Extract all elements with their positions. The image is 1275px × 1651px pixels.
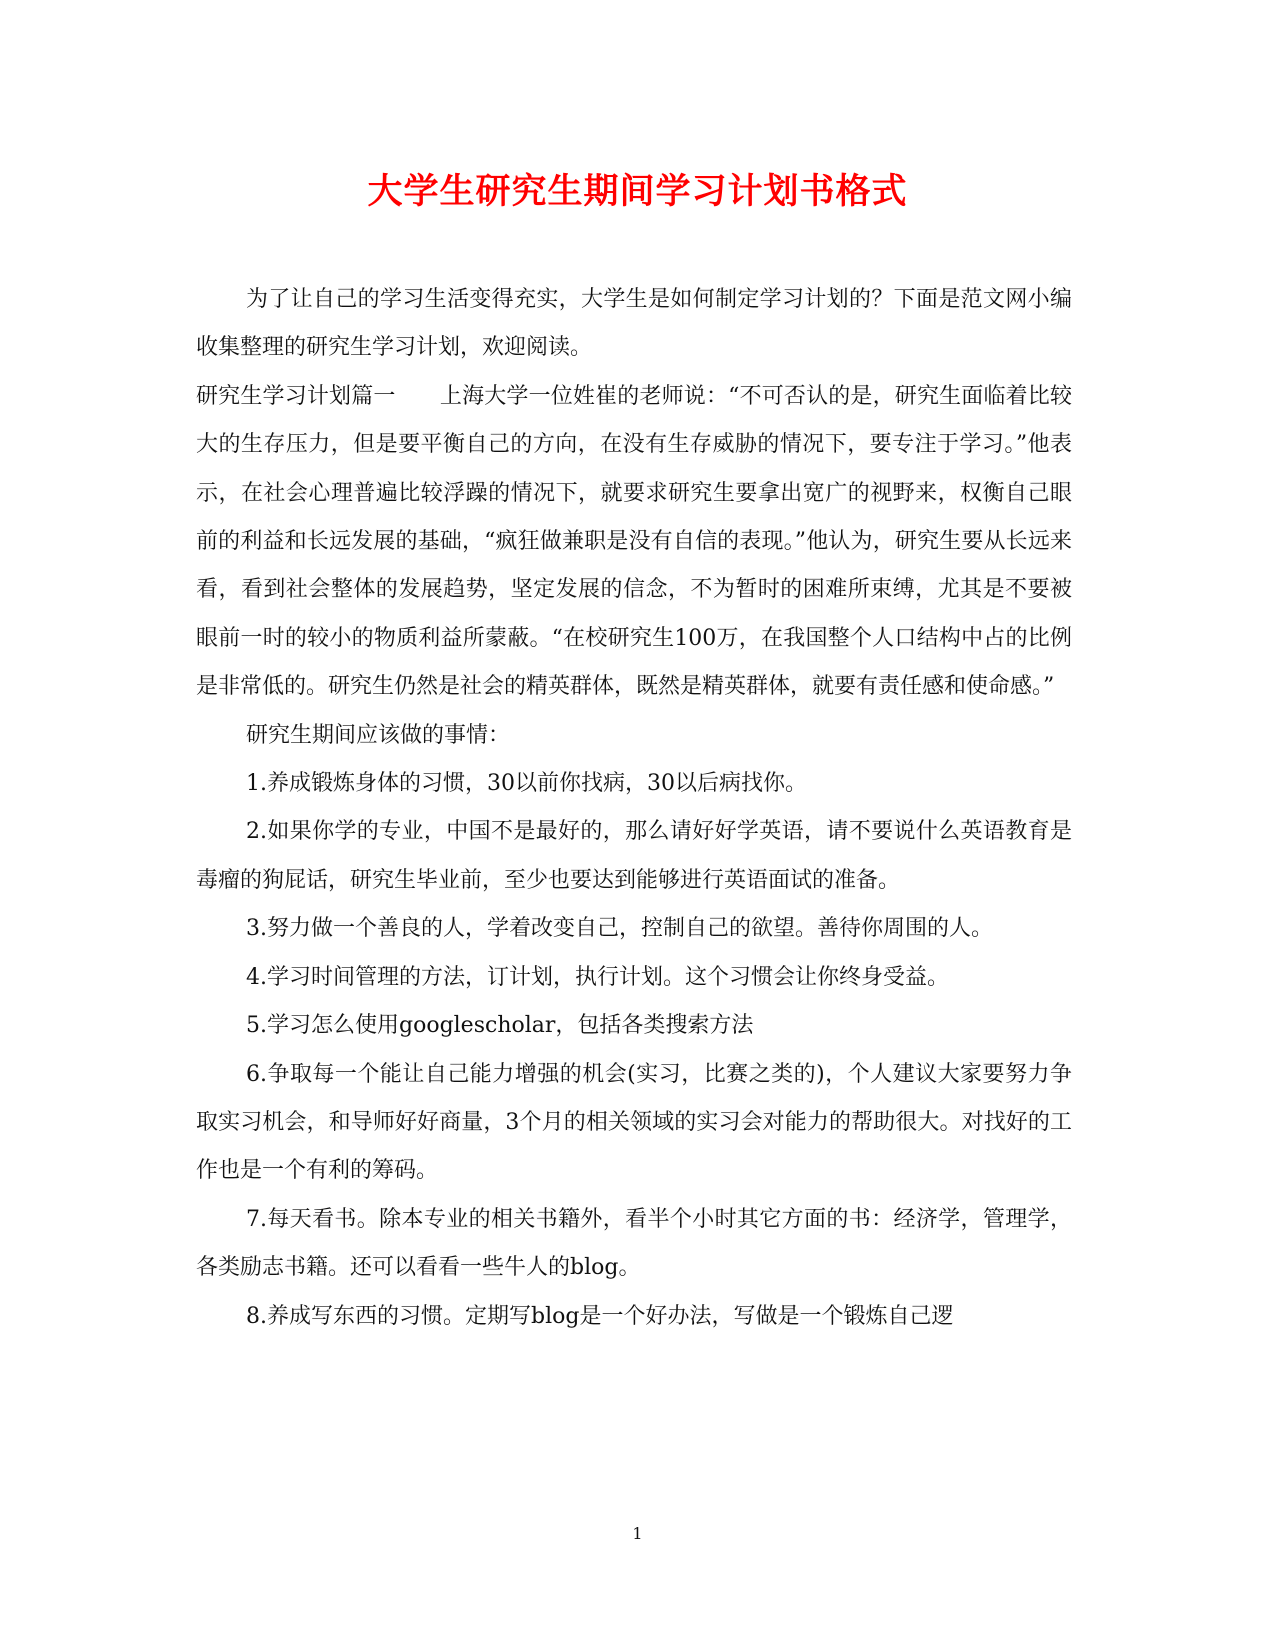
list-item-6: 6.争取每一个能让自己能力增强的机会(实习，比赛之类的)，个人建议大家要努力争取实习机会，和导师好好商量，3个月的相关领域的实习会对能力的帮助很大。对找好的工作也是一个有利的筹码。 bbox=[196, 1061, 1073, 1184]
page-number: 1 bbox=[632, 1524, 643, 1543]
list-item-2: 2.如果你学的专业，中国不是最好的，那么请好好学英语，请不要说什么英语教育是毒瘤的狗屁话，研究生毕业前，至少也要达到能够进行英语面试的准备。 bbox=[196, 819, 1072, 893]
list-item-4: 4.学习时间管理的方法，订计划，执行计划。这个习惯会让你终身受益。 bbox=[246, 964, 949, 990]
list-item-7: 7.每天看书。除本专业的相关书籍外，看半个小时其它方面的书：经济学，管理学，各类励志书籍。还可以看看一些牛人的blog。 bbox=[196, 1206, 1072, 1281]
document-body bbox=[196, 276, 1072, 1341]
intro-paragraph: 为了让自己的学习生活变得充实，大学生是如何制定学习计划的？下面是范文网小编收集整理的研究生学习计划，欢迎阅读。 bbox=[196, 287, 1072, 361]
list-item-1: 1.养成锻炼身体的习惯，30以前你找病，30以后病找你。 bbox=[246, 771, 807, 797]
list-item-3: 3.努力做一个善良的人，学着改变自己，控制自己的欲望。善待你周围的人。 bbox=[246, 916, 993, 942]
list-item-5: 5.学习怎么使用googlescholar，包括各类搜索方法 bbox=[246, 1013, 754, 1039]
list-item-8: 8.养成写东西的习惯。定期写blog是一个好办法，写做是一个锻炼自己逻 bbox=[246, 1303, 954, 1329]
quote-paragraph: 研究生学习计划篇一 上海大学一位姓崔的老师说：“不可否认的是，研究生面临着比较大的生存压力，但是要平衡自己的方向，在没有生存威胁的情况下，要专注于学习。”他表示，在社会心理普遍比较浮躁的情况下，就要求研究生要拿出宽广的视野来，权衡自己眼前的利益和长远发展的基础，“疯狂做兼职是没有自信的表现。”他认为，研究生要从长远来看，看到社会整体的发展趋势，坚定发展的信念，不为暂时的困难所束缚，尤其是不要被眼前一时的较小的物质利益所蒙蔽。“在校研究生100万，在我国整个人口结构中占的比例是非常低的。研究生仍然是社会的精英群体，既然是精英群体，就要有责任感和使命感。” bbox=[196, 383, 1073, 700]
document-title: 大学生研究生期间学习计划书格式 bbox=[367, 172, 908, 212]
list-heading: 研究生期间应该做的事情： bbox=[246, 722, 511, 748]
